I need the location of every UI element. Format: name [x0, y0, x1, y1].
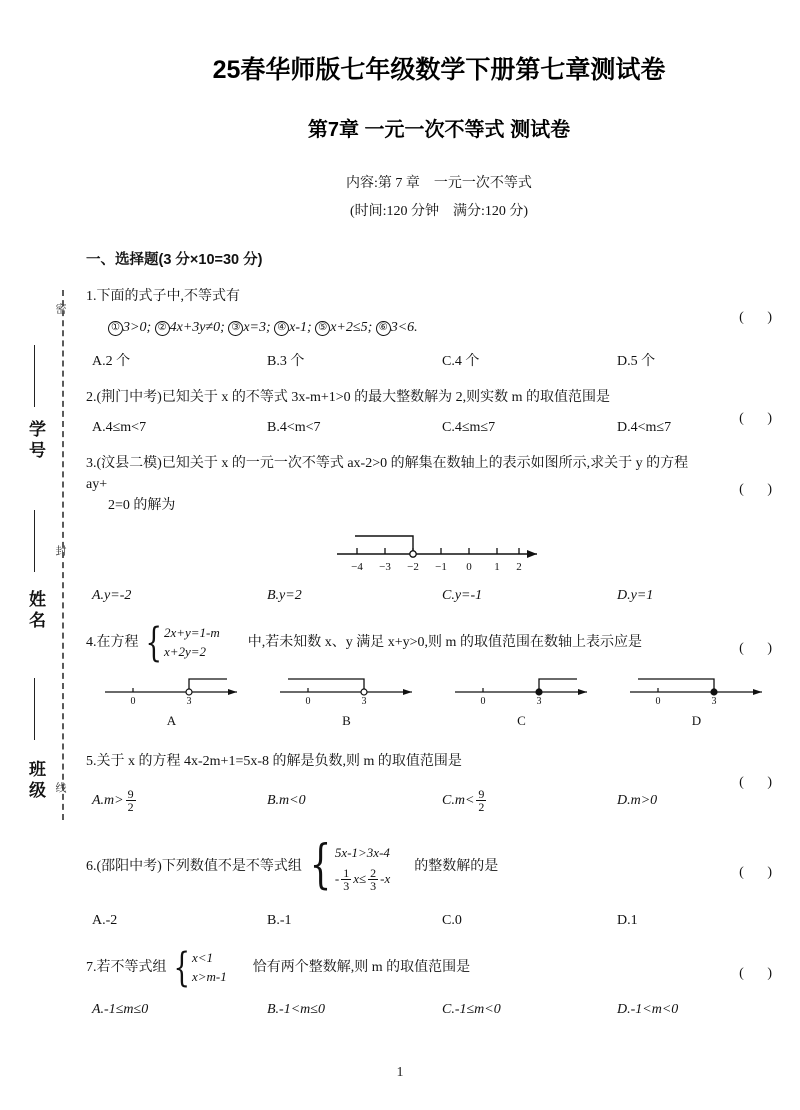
question-4-option-a[interactable]: [84, 672, 259, 729]
question-5-answer-paren[interactable]: ( ): [739, 774, 782, 790]
fraction-denominator: 3: [370, 879, 377, 894]
question-7-inequality-system: [169, 944, 227, 991]
svg-text:3: 3: [711, 695, 716, 706]
fraction-numerator: 1: [343, 865, 350, 880]
question-4-equation-1: 2x+y=1-m: [163, 625, 220, 640]
question-3-number: 3.: [86, 456, 97, 471]
question-1-expr-1: 3>0;: [123, 320, 152, 335]
question-5: [86, 751, 800, 790]
svg-text:0: 0: [466, 561, 472, 573]
question-6-option-c[interactable]: C.0: [442, 912, 462, 928]
numberline-option-a-svg: [97, 672, 247, 706]
circled-number-2-icon: ②: [155, 321, 170, 336]
question-3: [86, 453, 800, 516]
question-6-stem-after: 的整数解的是: [414, 858, 499, 874]
seal-mark-mi: 密: [54, 303, 66, 315]
question-4-option-d-letter: D: [691, 712, 702, 728]
question-2-stem: (荆门中考)已知关于 x 的不等式 3x-m+1>0 的最大整数解为 2,则实数 m 的取值范围是: [96, 390, 611, 405]
fraction-numerator: 9: [127, 786, 134, 801]
question-3-stem-line1: (汶县二模)已知关于 x 的一元一次不等式 ax-2>0 的解集在数轴上的表示如图所示,求关于 y 的方程ay+: [86, 456, 689, 492]
numberline-option-b-svg: [272, 672, 422, 706]
section-heading-choice: 一、选择题(3 分×10=30 分): [86, 252, 263, 268]
svg-text:0: 0: [130, 695, 135, 706]
question-6-fraction-2: [368, 867, 378, 893]
question-3-answer-paren[interactable]: ( ): [739, 482, 782, 497]
fraction-numerator: 2: [370, 865, 377, 880]
question-2-option-a[interactable]: A.4≤m<7: [92, 420, 147, 435]
question-6-options: [92, 913, 800, 929]
circled-number-4-icon: ④: [274, 321, 289, 336]
question-1-expressions: [108, 317, 700, 338]
question-3-numberline-figure: [78, 530, 800, 578]
question-4-number: 4.: [86, 635, 97, 651]
question-5-option-a-prefix: A.m>: [92, 792, 124, 808]
svg-text:0: 0: [480, 695, 485, 706]
question-6-ineq2-mid: x≤: [353, 870, 367, 886]
seal-field-student-id: 学号: [26, 420, 45, 462]
question-7-option-b[interactable]: B.-1<m≤0: [267, 1002, 325, 1018]
question-7-inequality-1: x<1: [191, 949, 213, 965]
question-1-number: 1.: [86, 289, 97, 304]
question-4-option-c-letter: C: [517, 712, 526, 728]
question-7-stem-before: 若不等式组: [96, 960, 167, 976]
question-6-option-a[interactable]: A.-2: [92, 912, 118, 928]
question-4-option-a-letter: A: [166, 712, 177, 728]
question-2: [86, 387, 800, 426]
circled-number-1-icon: ①: [108, 321, 123, 336]
question-5-option-a-fraction: [126, 788, 136, 814]
question-6-inequality-1: 5x-1>3x-4: [334, 844, 390, 860]
question-1-option-d[interactable]: D.5 个: [617, 354, 656, 369]
svg-text:0: 0: [655, 695, 660, 706]
question-1-answer-paren[interactable]: ( ): [739, 310, 782, 325]
question-1-option-b[interactable]: B.3 个: [267, 354, 305, 369]
numberline-q3-svg: [329, 530, 549, 578]
question-6-inequality-system: [304, 835, 391, 896]
question-6-option-b[interactable]: B.-1: [267, 912, 292, 928]
question-5-option-b[interactable]: [267, 784, 442, 818]
question-4-numberline-options: [84, 672, 800, 729]
question-4-option-c[interactable]: [434, 672, 609, 729]
question-1-option-c[interactable]: C.4 个: [442, 354, 480, 369]
svg-text:2: 2: [516, 561, 522, 573]
svg-text:3: 3: [536, 695, 541, 706]
question-2-number: 2.: [86, 390, 97, 405]
question-7-inequality-2: x>m-1: [191, 968, 227, 984]
question-5-number: 5.: [86, 753, 97, 769]
question-5-option-c-fraction: [476, 788, 486, 814]
svg-text:3: 3: [361, 695, 366, 706]
seal-field-name: 姓名: [26, 590, 45, 632]
question-6-answer-paren[interactable]: ( ): [739, 864, 782, 880]
circled-number-6-icon: ⑥: [376, 321, 391, 336]
question-2-options: [92, 420, 800, 436]
page-number: 1: [396, 1065, 404, 1080]
question-7-answer-paren[interactable]: ( ): [739, 965, 782, 981]
question-6-option-d[interactable]: D.1: [617, 912, 638, 928]
question-4-stem-after: 中,若未知数 x、y 满足 x+y>0,则 m 的取值范围在数轴上表示应是: [247, 635, 642, 651]
fraction-denominator: 2: [127, 800, 134, 815]
question-5-stem: 关于 x 的方程 4x-2m+1=5x-8 的解是负数,则 m 的取值范围是: [96, 753, 462, 769]
circled-number-5-icon: ⑤: [315, 321, 330, 336]
question-3-option-b[interactable]: B.y=2: [267, 588, 302, 603]
question-7-option-c[interactable]: C.-1≤m<0: [442, 1002, 501, 1018]
circled-number-3-icon: ③: [228, 321, 243, 336]
question-5-option-b-prefix: B.m<0: [267, 792, 306, 808]
fraction-denominator: 3: [343, 879, 350, 894]
numberline-option-d-svg: [622, 672, 772, 706]
seal-rule-top: [34, 345, 35, 407]
left-brace-icon: {: [172, 944, 190, 991]
question-2-option-d[interactable]: D.4<m≤7: [617, 420, 672, 435]
exam-paper-body: [78, 0, 800, 1018]
fraction-numerator: 9: [478, 786, 485, 801]
question-4: [86, 619, 800, 666]
question-5-options: [92, 784, 800, 818]
seal-mark-feng: 封: [54, 545, 66, 557]
question-1-expr-4: x-1;: [289, 320, 312, 335]
question-6-ineq2-suffix: -x: [380, 870, 391, 886]
question-7: [86, 944, 800, 991]
question-4-stem-before: 在方程: [96, 635, 139, 651]
question-1-stem: 下面的式子中,不等式有: [96, 289, 240, 304]
svg-text:0: 0: [305, 695, 310, 706]
question-7-stem-after: 恰有两个整数解,则 m 的取值范围是: [252, 960, 471, 976]
page-title: 25春华师版七年级数学下册第七章测试卷: [212, 56, 666, 84]
left-brace-icon: {: [309, 835, 332, 896]
question-7-options: [92, 1002, 800, 1018]
question-6-number: 6.: [86, 858, 97, 874]
question-7-option-a[interactable]: A.-1≤m≤0: [92, 1002, 149, 1018]
question-7-option-d[interactable]: D.-1<m<0: [617, 1002, 679, 1018]
question-3-options: [92, 588, 800, 604]
svg-text:1: 1: [494, 561, 500, 573]
question-5-option-a[interactable]: [92, 784, 267, 818]
question-1-expr-2: 4x+3y≠0;: [169, 320, 225, 335]
question-4-option-b[interactable]: [259, 672, 434, 729]
question-1-options: [92, 350, 800, 370]
svg-text:−2: −2: [407, 561, 419, 573]
svg-text:3: 3: [186, 695, 191, 706]
question-6-fraction-1: [341, 867, 351, 893]
question-3-stem-line2: 2=0 的解为: [108, 498, 176, 513]
numberline-option-c-svg: [447, 672, 597, 706]
exam-content-line: 内容:第 7 章 一元一次不等式: [346, 176, 532, 191]
svg-text:−1: −1: [435, 561, 447, 573]
question-4-option-b-letter: B: [342, 712, 351, 728]
question-2-option-b[interactable]: B.4<m<7: [267, 420, 321, 435]
seal-mark-xian: 线: [54, 782, 66, 794]
question-3-option-a[interactable]: A.y=-2: [92, 588, 132, 603]
question-7-number: 7.: [86, 960, 97, 976]
question-6-stem-before: (邵阳中考)下列数值不是不等式组: [96, 858, 302, 874]
fraction-denominator: 2: [478, 800, 485, 815]
question-3-option-d[interactable]: D.y=1: [617, 588, 654, 603]
seal-field-class: 班级: [26, 760, 45, 802]
question-5-option-d-prefix: D.m>0: [617, 792, 658, 808]
question-4-equation-system: [141, 619, 220, 666]
question-6-inequality-2: [335, 866, 390, 893]
question-1: [86, 286, 800, 338]
svg-text:−4: −4: [351, 561, 363, 573]
seal-rule-bottom: [34, 678, 35, 740]
sealing-margin: [0, 0, 78, 1110]
question-1-expr-5: x+2≤5;: [330, 320, 373, 335]
question-3-option-c[interactable]: C.y=-1: [442, 588, 483, 603]
question-6: [86, 835, 800, 896]
question-6-ineq2-prefix: -: [334, 870, 340, 886]
question-5-option-c-prefix: C.m<: [442, 792, 475, 808]
question-1-option-a[interactable]: A.2 个: [92, 354, 131, 369]
question-4-answer-paren[interactable]: ( ): [739, 641, 782, 656]
question-2-option-c[interactable]: C.4≤m≤7: [442, 420, 496, 435]
question-1-expr-6: 3<6.: [390, 320, 418, 335]
seal-rule-middle: [34, 510, 35, 572]
exam-time-score-line: (时间:120 分钟 满分:120 分): [349, 204, 529, 219]
question-4-equation-2: x+2y=2: [163, 643, 207, 659]
question-4-option-d[interactable]: [609, 672, 784, 729]
left-brace-icon: {: [144, 619, 162, 666]
svg-text:−3: −3: [379, 561, 391, 573]
question-5-option-c[interactable]: [442, 784, 617, 818]
page-subtitle: 第7章 一元一次不等式 测试卷: [307, 119, 571, 141]
question-1-expr-3: x=3;: [243, 320, 271, 335]
question-2-answer-paren[interactable]: ( ): [739, 411, 782, 426]
